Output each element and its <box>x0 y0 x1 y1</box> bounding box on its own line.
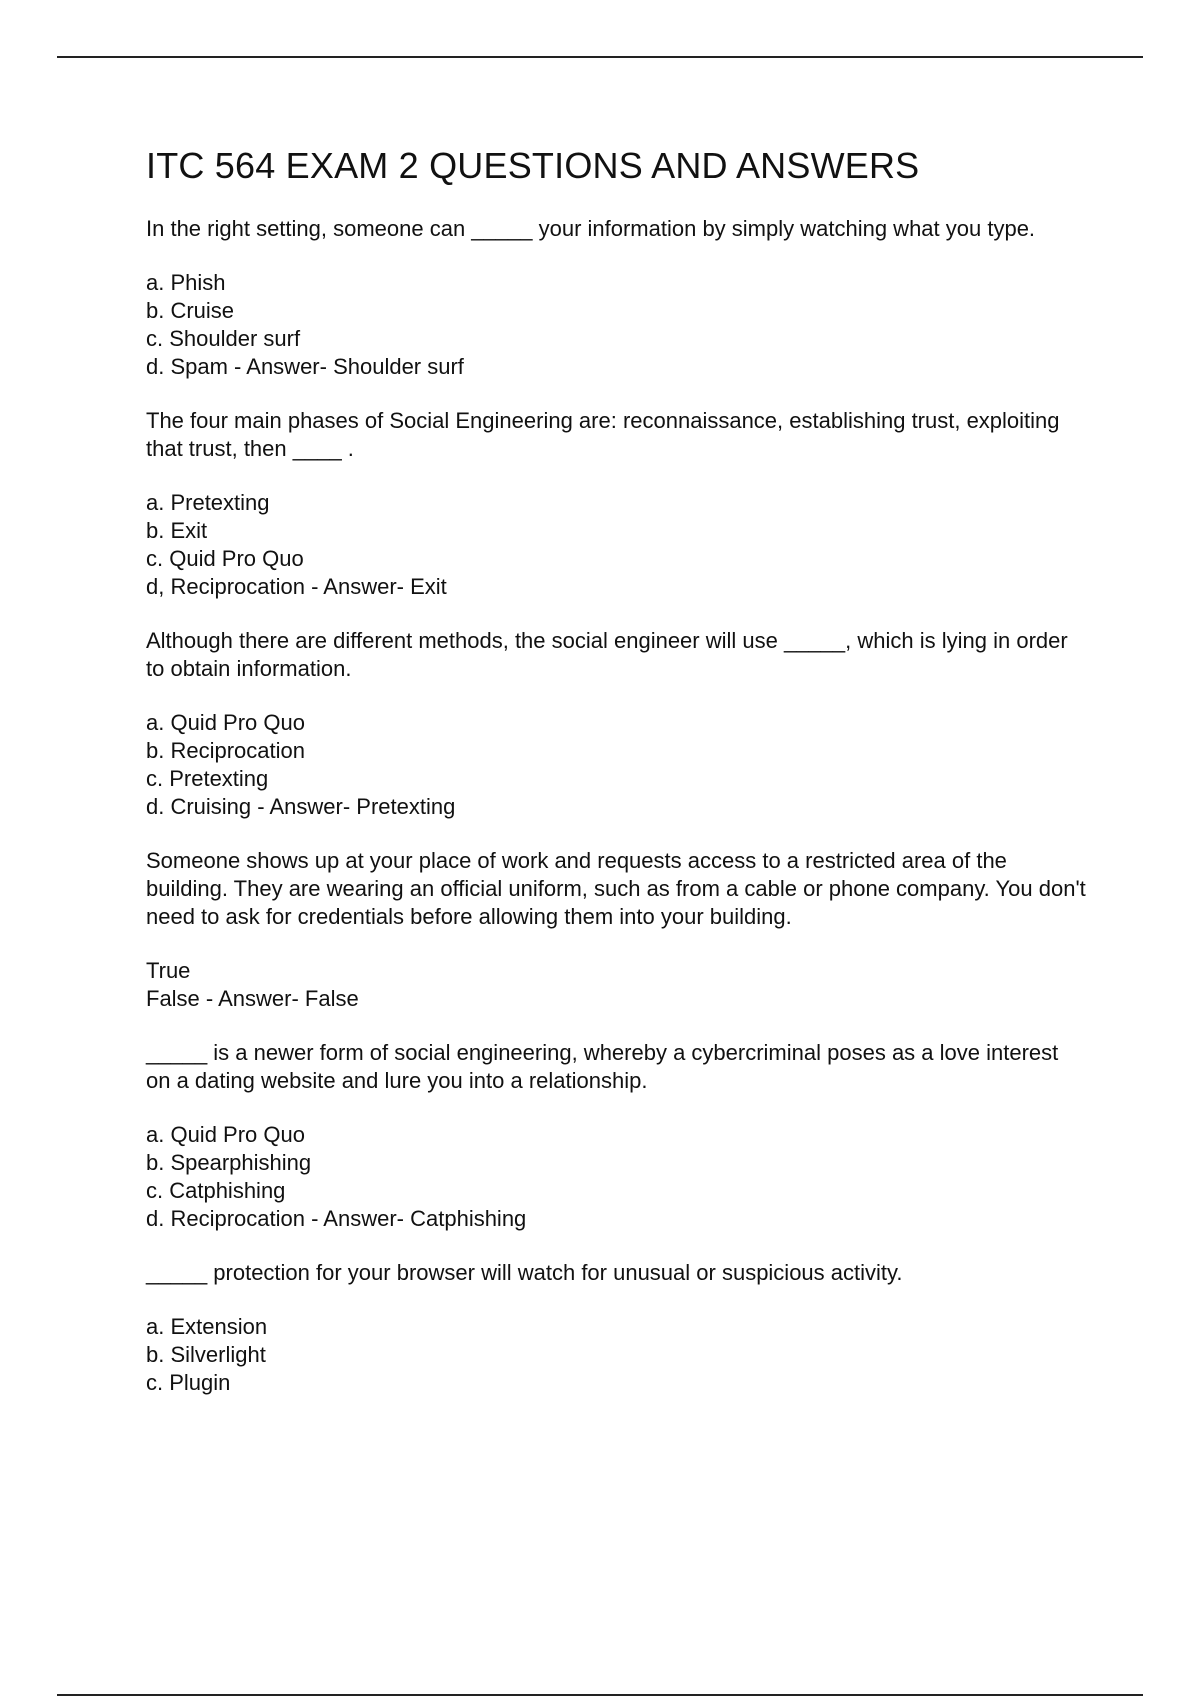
answer-option: False - Answer- False <box>146 986 359 1011</box>
question-text: _____ is a newer form of social engineering, whereby a cybercriminal poses as a love interest on a dating website and lure you into a relationship. <box>146 1040 1059 1093</box>
answer-option: d, Reciprocation - Answer- Exit <box>146 574 447 599</box>
answer-option: d. Cruising - Answer- Pretexting <box>146 794 456 819</box>
answer-option: b. Exit <box>146 518 208 543</box>
answer-option: a. Quid Pro Quo <box>146 1122 305 1147</box>
answer-option: a. Extension <box>146 1314 268 1339</box>
question-block-1 <box>146 215 1086 381</box>
page-title: ITC 564 EXAM 2 QUESTIONS AND ANSWERS <box>146 145 920 186</box>
answer-option: c. Pretexting <box>146 766 269 791</box>
question-text: The four main phases of Social Engineering are: reconnaissance, establishing trust, exploiting that trust, then ____ . <box>146 408 1060 461</box>
answer-option: c. Shoulder surf <box>146 326 301 351</box>
answer-option: b. Reciprocation <box>146 738 305 763</box>
answer-option: a. Phish <box>146 270 226 295</box>
question-block-4 <box>146 847 1086 1013</box>
answer-option: d. Spam - Answer- Shoulder surf <box>146 354 464 379</box>
answer-option: c. Catphishing <box>146 1178 286 1203</box>
top-rule <box>57 56 1143 58</box>
answer-options <box>146 489 1086 601</box>
document-body <box>146 143 1086 1423</box>
answer-option: b. Spearphishing <box>146 1150 312 1175</box>
answer-options <box>146 957 1086 1013</box>
question-text: Although there are different methods, the social engineer will use _____, which is lying in order to obtain information. <box>146 628 1068 681</box>
answer-options <box>146 1313 1086 1397</box>
answer-option: c. Quid Pro Quo <box>146 546 304 571</box>
question-block-6 <box>146 1259 1086 1397</box>
question-block-2 <box>146 407 1086 601</box>
answer-options <box>146 709 1086 821</box>
answer-option: d. Reciprocation - Answer- Catphishing <box>146 1206 527 1231</box>
bottom-rule <box>57 1694 1143 1696</box>
question-block-5 <box>146 1039 1086 1233</box>
answer-option: c. Plugin <box>146 1370 231 1395</box>
answer-options <box>146 269 1086 381</box>
question-text: _____ protection for your browser will watch for unusual or suspicious activity. <box>146 1260 903 1285</box>
answer-option: b. Silverlight <box>146 1342 266 1367</box>
question-text: In the right setting, someone can _____ your information by simply watching what you type. <box>146 216 1036 241</box>
answer-option: a. Pretexting <box>146 490 270 515</box>
answer-option: a. Quid Pro Quo <box>146 710 305 735</box>
answer-option: b. Cruise <box>146 298 235 323</box>
answer-option: True <box>146 958 191 983</box>
question-block-3 <box>146 627 1086 821</box>
answer-options <box>146 1121 1086 1233</box>
question-text: Someone shows up at your place of work and requests access to a restricted area of the building. They are wearing an official uniform, such as from a cable or phone company. You don't need to ask for credentials before allowing them into your building. <box>146 848 1086 929</box>
